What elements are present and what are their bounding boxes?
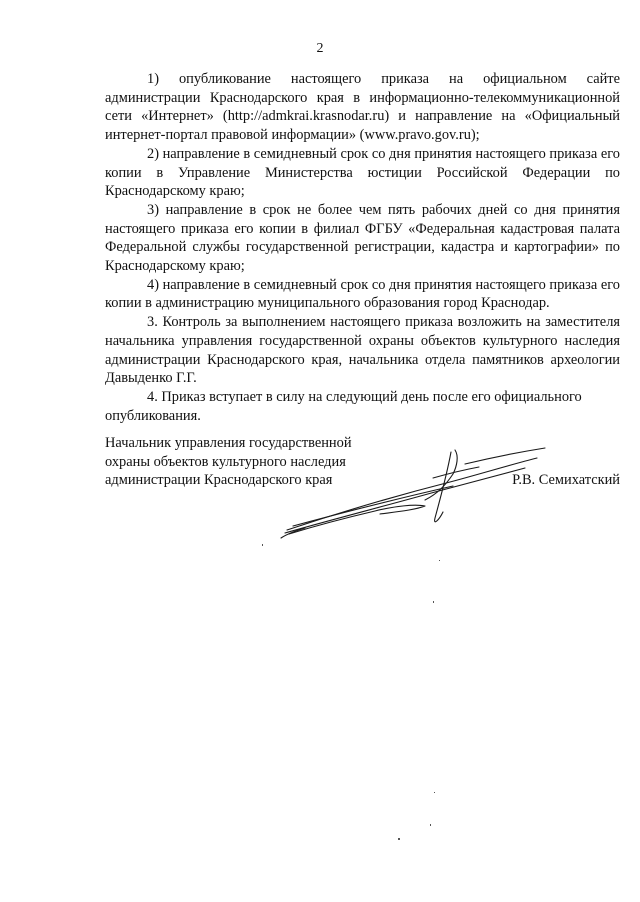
document-body [105, 70, 620, 425]
paragraph-justice-ministry: 2) направление в семидневный срок со дня принятия настоящего приказа его копии в Управление Министерства юстиции Российской Федерации по Краснодарскому краю; [105, 145, 620, 200]
signature-block [105, 434, 620, 544]
page-number: 2 [316, 41, 324, 56]
signer-name: Р.В. Семихатский [512, 472, 620, 488]
signer-position-line: охраны объектов культурного наследия [105, 453, 346, 470]
paragraph-cadastral-chamber: 3) направление в срок не более чем пять рабочих дней со дня принятия настоящего приказа его копии в филиал ФГБУ «Федеральная кадастровая палата Федеральной службы государственной регистрации, кадастра и картографии» по Краснодарскому краю; [105, 201, 620, 275]
paragraph-publication: 1) опубликование настоящего приказа на официальном сайте администрации Краснодарского края в информационно-телекоммуникационной сети «Интернет» (http://admkrai.krasnodar.ru) и направление на «Официальный интернет-портал правовой информации» (www.pravo.gov.ru); [105, 71, 620, 144]
paragraph-effective-date: 4. Приказ вступает в силу на следующий день после его официального опубликования. [105, 388, 582, 424]
paragraph-control: 3. Контроль за выполнением настоящего приказа возложить на заместителя начальника управления государственной охраны объектов культурного наследия администрации Краснодарского края, начальника отдела памятников археологии Давыденко Г.Г. [105, 314, 620, 387]
signer-position-line: администрации Краснодарского края [105, 472, 333, 489]
signer-position-line: Начальник управления государственной [105, 435, 352, 451]
paragraph-municipality: 4) направление в семидневный срок со дня принятия настоящего приказа его копии в администрацию муниципального образования город Краснодар. [105, 276, 620, 312]
